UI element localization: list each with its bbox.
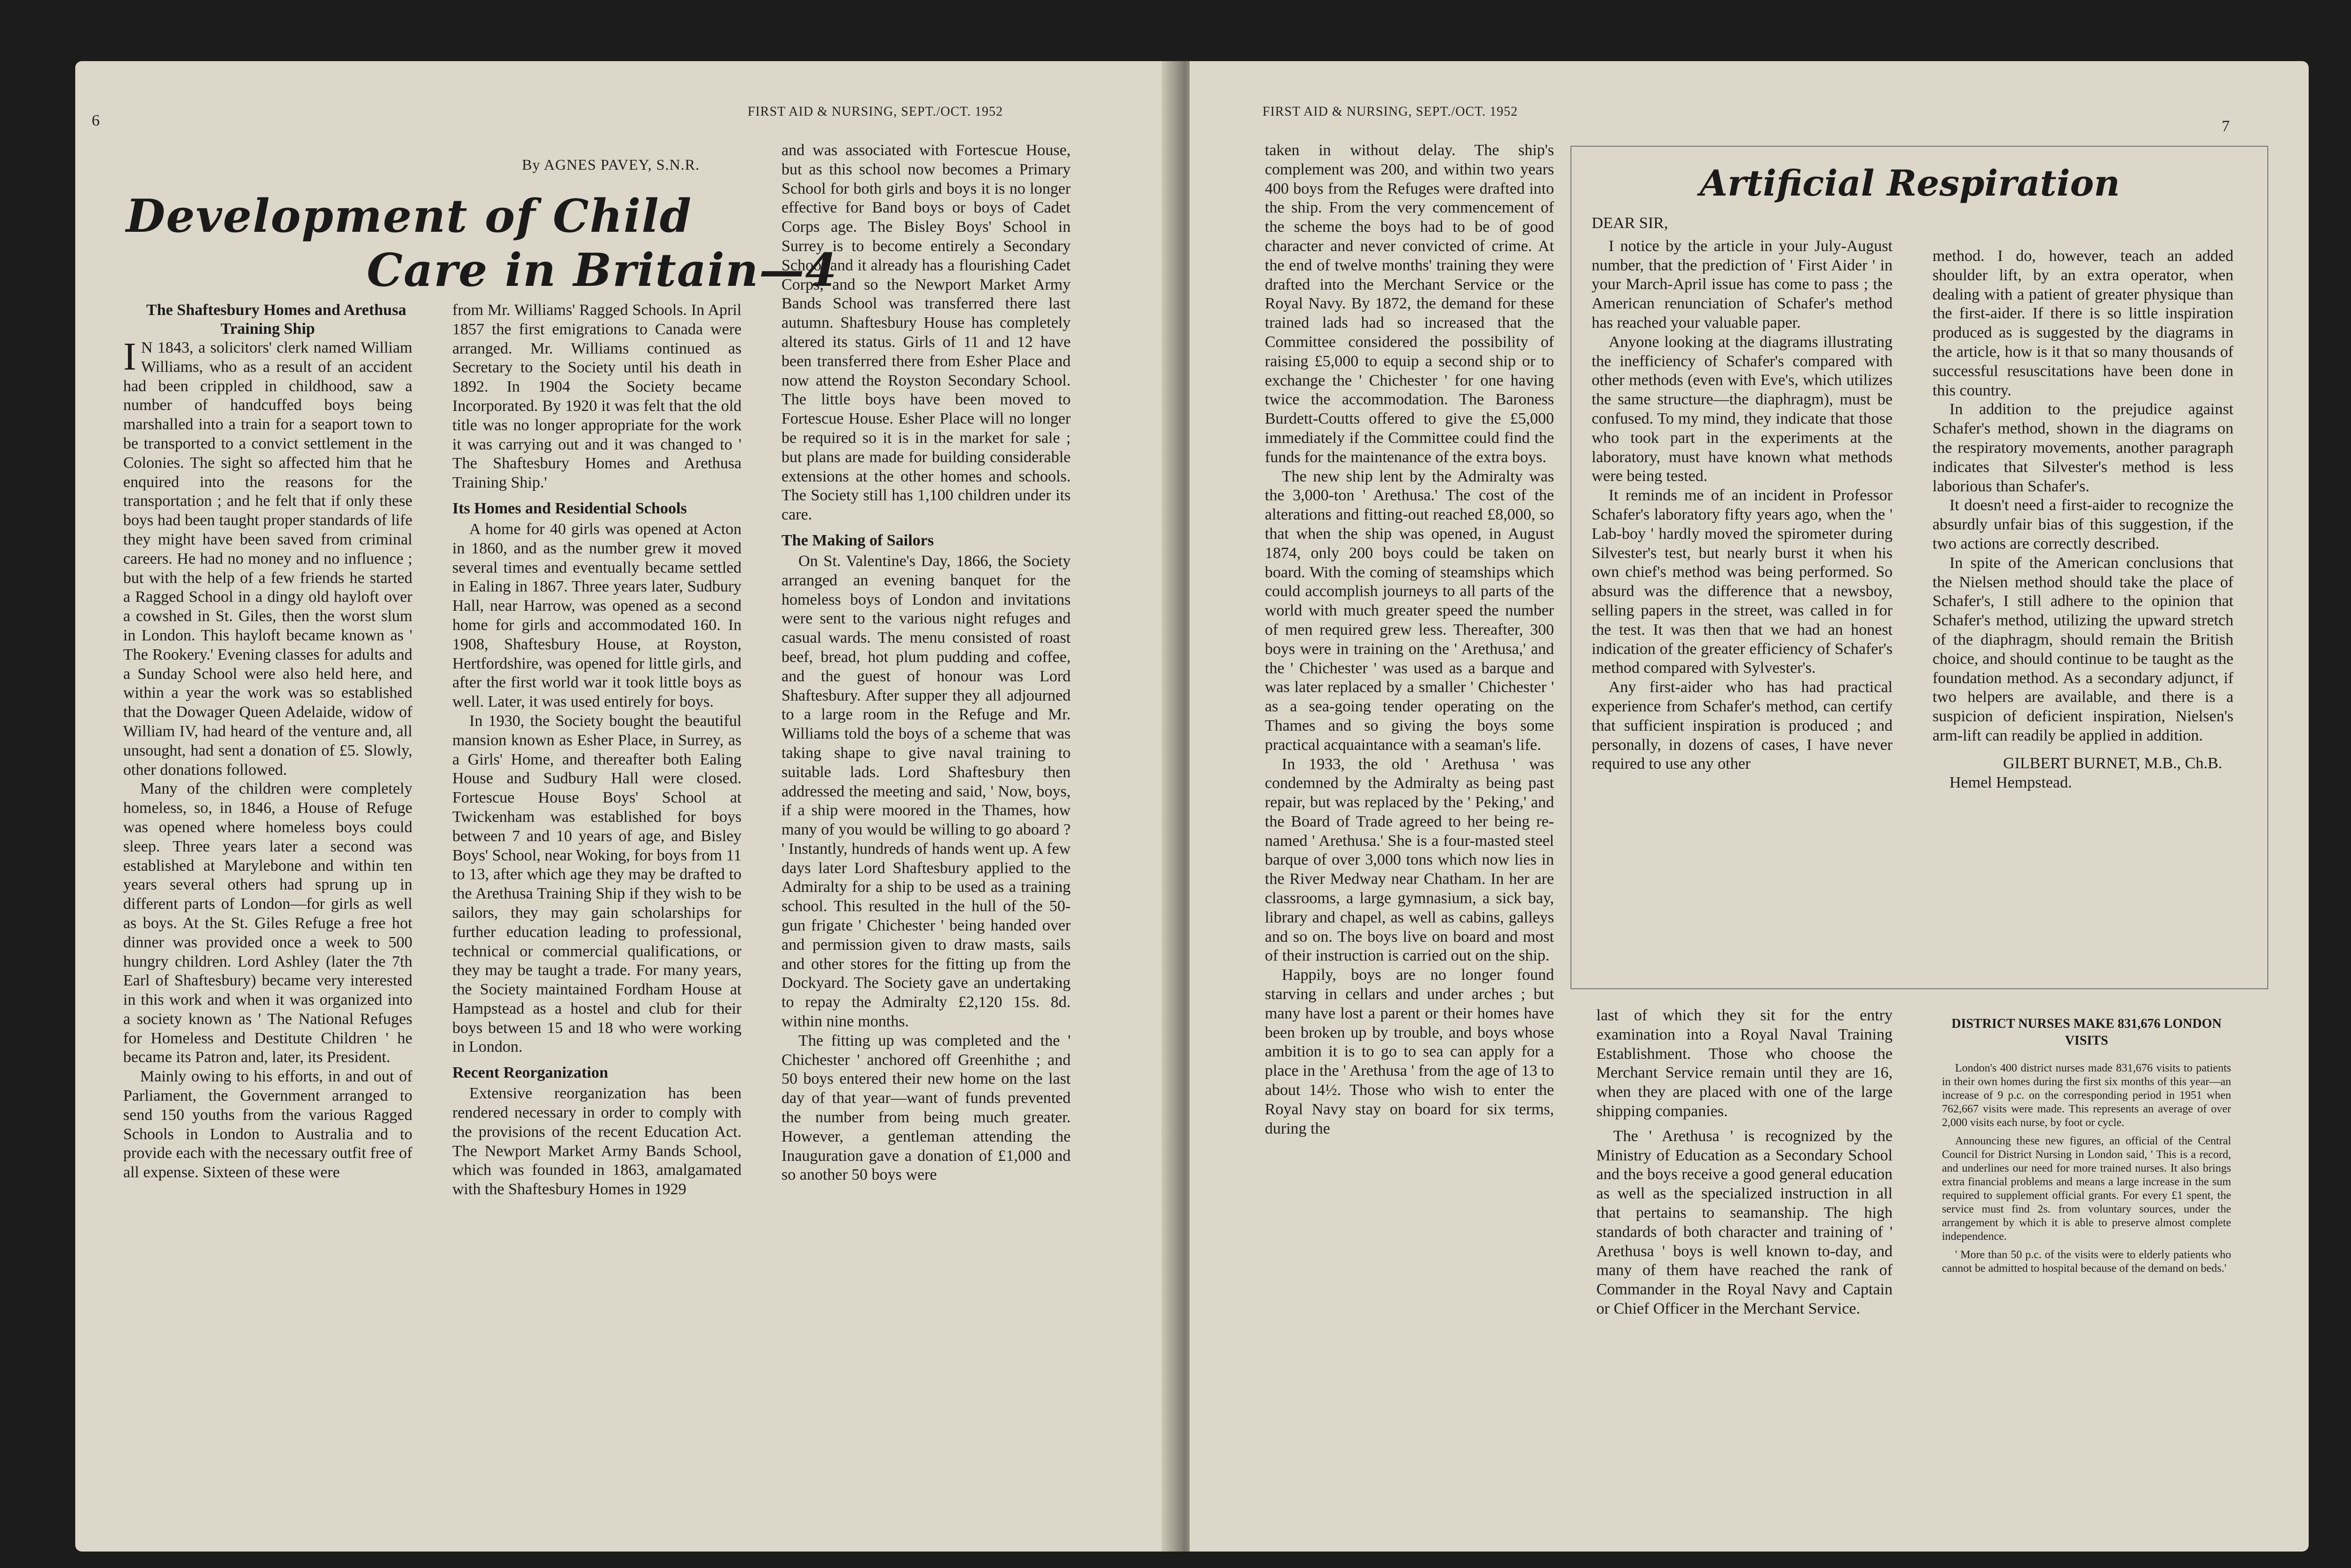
- paragraph: Announcing these new figures, an official of the Central Council for District Nursing in London said, ' This is a record, and underlines our need for more trained nurses. It also brings extra financial problems and means a large increase in the sum required to supplement official grants. For every £1 spent, the service must find 2s. from voluntary sources, under the arrangement by which it is able to preserve almost complete independence.: [1942, 1135, 2231, 1243]
- byline: By AGNES PAVEY, S.N.R.: [522, 156, 700, 173]
- paragraph: Many of the children were completely homeless, so, in 1846, a House of Refuge was opened where homeless boys could sleep. Three years later a second was established at Marylebone and within ten years several others had sprung up in different parts of London—for girls as well as boys. At the St. Giles Refuge a free hot dinner was provided once a week to 500 hungry children. Lord Ashley (later the 7th Earl of Shaftesbury) became very interested in this work and when it was organized into a society known as ' The National Refuges for Homeless and Destitute Children ' he became its Patron and, later, its President.: [123, 780, 412, 1066]
- paragraph: On St. Valentine's Day, 1866, the Society arranged an evening banquet for the homeless boys of London and invitations were sent to the various night refuges and casual wards. The menu consisted of roast beef, bread, hot plum pudding and coffee, and the guest of honour was Lord Shaftesbury. After supper they all adjourned to a large room in the Refuge and Mr. Williams told the boys of a scheme that was taking shape to give naval training to suitable lads. Lord Shaftesbury then addressed the meeting and said, ' Now, boys, if a ship were moored in the Thames, how many of you would be willing to go aboard ? ' Instantly, hundreds of hands went up. A few days later Lord Shaftesbury applied to the Admiralty for a ship to be used as a training school. This resulted in the hull of the 50-gun frigate ' Chichester ' being handed over and permission given to draw masts, sails and other stores for the fitting up from the Dockyard. The Society gave an undertaking to repay the Admiralty £2,120 15s. 8d. within nine months.: [781, 552, 1071, 1031]
- paragraph: ' More than 50 p.c. of the visits were to elderly patients who cannot be admitted to hospital because of the demand on beds.': [1942, 1249, 2231, 1275]
- letter-col-a: [1592, 214, 1893, 774]
- left-col-1: [123, 301, 412, 1182]
- paragraph: taken in without delay. The ship's complement was 200, and within two years 400 boys from the Refuges were drafted into the ship. From the very commencement of the scheme the boys had to be of good character and never convicted of crime. At the end of twelve months' training they were drafted into the Merchant Service or the Royal Navy. By 1872, the demand for these trained lads had so increased that the Committee considered the possibility of raising £5,000 to equip a second ship or to exchange the ' Chichester ' for one having twice the accommodation. The Baroness Burdett-Coutts offered to give the £5,000 immediately if the Committee could find the funds for the maintenance of the extra boys.: [1265, 142, 1554, 466]
- paragraph: method. I do, however, teach an added shoulder lift, by an extra operator, when dealing with a patient of greater physique than the first-aider. If there is so little inspiration produced as is suggested by the diagrams in the article, how is it that so many thousands of successful resuscitations have been done in this country.: [1933, 247, 2233, 399]
- paragraph: Happily, boys are no longer found starving in cellars and under arches ; but many have lost a parent or their homes have been broken up by trouble, and boys whose ambition it is to go to sea can apply for a place in the ' Arethusa ' from the age of 13 to about 14½. Those who wish to enter the Royal Navy stay on board for six terms, during the: [1265, 966, 1554, 1137]
- running-head-left: FIRST AID & NURSING, SEPT./OCT. 1952: [748, 104, 1003, 119]
- paragraph: It doesn't need a first-aider to recognize the absurdly unfair bias of this suggestion, if the two actions are correctly described.: [1933, 496, 2233, 552]
- paragraph: London's 400 district nurses made 831,676 visits to patients in their own homes during the first six months of this year—an increase of 9 p.c. on the corresponding period in 1951 when 762,667 visits were made. This represents an average of over 2,000 visits each nurse, by foot or cycle.: [1942, 1062, 2231, 1129]
- left-col-2: [452, 301, 742, 1199]
- paragraph: Mainly owing to his efforts, in and out of Parliament, the Government arranged to send 150 youths from the various Ragged Schools in London to Australia and to provide each with the necessary outfit free of all expense. Sixteen of these were: [123, 1068, 412, 1182]
- page-number-left: 6: [92, 112, 100, 129]
- right-col-2-bottom: [1596, 1006, 1893, 1319]
- left-col-3: [781, 141, 1071, 1185]
- running-head-right: FIRST AID & NURSING, SEPT./OCT. 1952: [1262, 104, 1518, 119]
- drop-cap: I: [123, 335, 136, 378]
- letter-col-b: [1933, 247, 2233, 792]
- paragraph: and was associated with Fortescue House, but as this school now becomes a Primary School for both girls and boys it is no longer effective for Band boys or boys of Cadet Corps age. The Bisley Boys' School in Surrey is to become entirely a Secondary School and it already has a flourishing Cadet Corps, and so the Newport Market Army Bands School was transferred there last autumn. Shaftesbury House has completely altered its status. Girls of 11 and 12 have been transferred there from Esher Place and now attend the Royston Secondary School. The little boys have been moved to Fortescue House. Esher Place will no longer be required so it is in the market for sale ; but plans are made for building considerable extensions at the other homes and schools. The Society still has 1,100 children under its care.: [781, 142, 1071, 524]
- paragraph: The new ship lent by the Admiralty was the 3,000-ton ' Arethusa.' The cost of the alterations and fitting-out reached £8,000, so that when the ship was opened, in August 1874, only 200 boys could be taken on board. With the coming of steamships which could accomplish journeys to all parts of the world with much greater speed the number of men required grew less. Thereafter, 300 boys were in training on the ' Arethusa,' and the ' Chichester ' was used as a barque and was later replaced by a smaller ' Chichester ' as a sea-going tender operating on the Thames and so giving the boys some practical acquaintance with a seaman's life.: [1265, 467, 1554, 754]
- page-number-right: 7: [2222, 118, 2230, 135]
- paragraph: In 1930, the Society bought the beautiful mansion known as Esher Place, in Surrey, as a Girls' Home, and thereafter both Ealing House and Sudbury Hall were closed. Fortescue House Boys' School at Twickenham was established for boys between 7 and 10 years of age, and Bisley Boys' School, near Woking, for boys from 11 to 13, after which age they may be drafted to the Arethusa Training Ship if they wish to be sailors, they may gain scholarships for further education leading to professional, technical or commercial qualifications, or they may be taught a trade. For many years, the Society maintained Fordham House at Hampstead as a hostel and club for their boys between 15 and 18 who were working in London.: [452, 712, 742, 1056]
- subheading: The Making of Sailors: [781, 531, 934, 549]
- paragraph: In spite of the American conclusions that the Nielsen method should take the place of Schafer's, I still adhere to the opinion that Schafer's method, utilizing the upward stretch of the diaphragm, should remain the British choice, and should continue to be taught as the foundation method. As a secondary adjunct, if two helpers are available, and there is a suspicion of deficient inspiration, Nielsen's arm-lift can readily be applied in addition.: [1933, 554, 2233, 744]
- article-title-line1: Development of Child: [126, 189, 693, 243]
- paragraph: In addition to the prejudice against Schafer's method, shown in the diagrams on the respiratory movements, another paragraph indicates that Silvester's method is less laborious than Schafer's.: [1933, 401, 2233, 495]
- right-col-1: [1265, 141, 1554, 1138]
- paragraph: The ' Arethusa ' is recognized by the Ministry of Education as a Secondary School and the boys receive a good general education as well as the specialized instruction in all that pertains to seamanship. The high standards of both character and training of ' Arethusa ' boys is well known to-day, and many of them have reached the rank of Commander in the Royal Navy and Captain or Chief Officer in the Merchant Service.: [1596, 1127, 1893, 1317]
- paragraph: from Mr. Williams' Ragged Schools. In April 1857 the first emigrations to Canada were arranged. Mr. Williams continued as Secretary to the Society until his death in 1892. In 1904 the Society became Incorporated. By 1920 it was felt that the old title was no longer appropriate for the work it was carrying out and it was changed to ' The Shaftesbury Homes and Arethusa Training Ship.': [452, 301, 742, 492]
- paragraph: Extensive reorganization has been rendered necessary in order to comply with the provisions of the recent Education Act. The Newport Market Army Bands School, which was founded in 1863, amalgamated with the Shaftesbury Homes in 1929: [452, 1085, 742, 1198]
- paragraph: I notice by the article in your July-August number, that the prediction of ' First Aider ' in your March-April issue has come to pass ; the American renunciation of Schafer's method has reached your valuable paper.: [1592, 237, 1893, 331]
- paragraph: A home for 40 girls was opened at Acton in 1860, and as the number grew it moved several times and eventually became settled in Ealing in 1867. Three years later, Sudbury Hall, near Harrow, was opened as a second home for girls and accommodated 160. In 1908, Shaftesbury House, at Royston, Hertfordshire, was opened for little girls, and after the first world war it took little boys as well. Later, it was used entirely for boys.: [452, 520, 742, 711]
- paragraph-text: N 1843, a solicitors' clerk named William Williams, who as a result of an accident had been crippled in childhood, saw a number of handcuffed boys being marshalled into a train for a seaport town to be transported to a convict settlement in the Colonies. The sight so affected him that he enquired into the reasons for the transportation ; and he felt that if only these boys had been taught proper standards of life they might have been saved from criminal careers. He had no money and no influence ; but with the help of a few friends he started a Ragged School in a dingy old hayloft over a cowshed in St. Giles, then the worst slum in London. This hayloft became known as ' The Rookery.' Evening classes for adults and a Sunday School were also held here, and within a year the work was so established that the Dowager Queen Adelaide, widow of William IV, had heard of the venture and, all unsought, had sent a donation of £5. Slowly, other donations followed.: [123, 339, 412, 779]
- salutation: DEAR SIR,: [1592, 214, 1668, 232]
- subheading: Its Homes and Residential Schools: [452, 499, 687, 517]
- paragraph: [123, 335, 412, 780]
- subheading: Recent Reorganization: [452, 1064, 608, 1082]
- letter-signature: GILBERT BURNET, M.B., Ch.B.: [2003, 754, 2223, 772]
- paragraph: last of which they sit for the entry examination into a Royal Naval Training Establishment. Those who choose the Merchant Service remain until they are 16, when they are placed with one of the large shipping companies.: [1596, 1007, 1893, 1120]
- news-item: [1942, 1016, 2231, 1280]
- paragraph: In 1933, the old ' Arethusa ' was condemned by the Admiralty as being past repair, but was replaced by the ' Peking,' and the Board of Trade agreed to her being re-named ' Arethusa.' She is a four-masted steel barque of over 3,000 tons which now lies in the River Medway near Chatham. In her are classrooms, a large gymnasium, a sick bay, library and chapel, as well as cabins, galleys and so on. The boys live on board and most of their instruction is carried out on the ship.: [1265, 755, 1554, 965]
- paragraph: The fitting up was completed and the ' Chichester ' anchored off Greenhithe ; and 50 boys entered their new home on the last day of that year—want of funds prevented the number from being much greater. However, a gentleman attending the Inauguration gave a donation of £1,000 and so another 50 boys were: [781, 1032, 1071, 1184]
- article-title-line2: Care in Britain—4: [367, 244, 838, 297]
- paragraph: Anyone looking at the diagrams illustrating the inefficiency of Schafer's compared with other methods (even with Eve's, which utilizes the same structure—the diaphragm), must be confused. To my mind, they indicate that those who took part in the experiments at the laboratory, must have known what methods were being tested.: [1592, 333, 1893, 485]
- letter-place: Hemel Hempstead.: [1949, 773, 2072, 791]
- news-heading: DISTRICT NURSES MAKE 831,676 LONDON VISITS: [1951, 1016, 2222, 1048]
- letter-title: Artificial Respiration: [1700, 162, 2120, 204]
- paragraph: Any first-aider who has had practical experience from Schafer's method, can certify that sufficient inspiration is produced ; and personally, in dozens of cases, I have never required to use any other: [1592, 678, 1893, 773]
- section-heading: The Shaftesbury Homes and Arethusa Training Ship: [146, 301, 406, 338]
- paragraph: It reminds me of an incident in Professor Schafer's laboratory fifty years ago, when the ' Lab-boy ' hardly moved the spirometer during Silvester's test, but nearly burst it when his own chief's method was being performed. So absurd was the difference that a newsboy, selling papers in the street, was called in for the test. It was then that we had an honest indication of the greater efficiency of Schafer's method compared with Sylvester's.: [1592, 487, 1893, 677]
